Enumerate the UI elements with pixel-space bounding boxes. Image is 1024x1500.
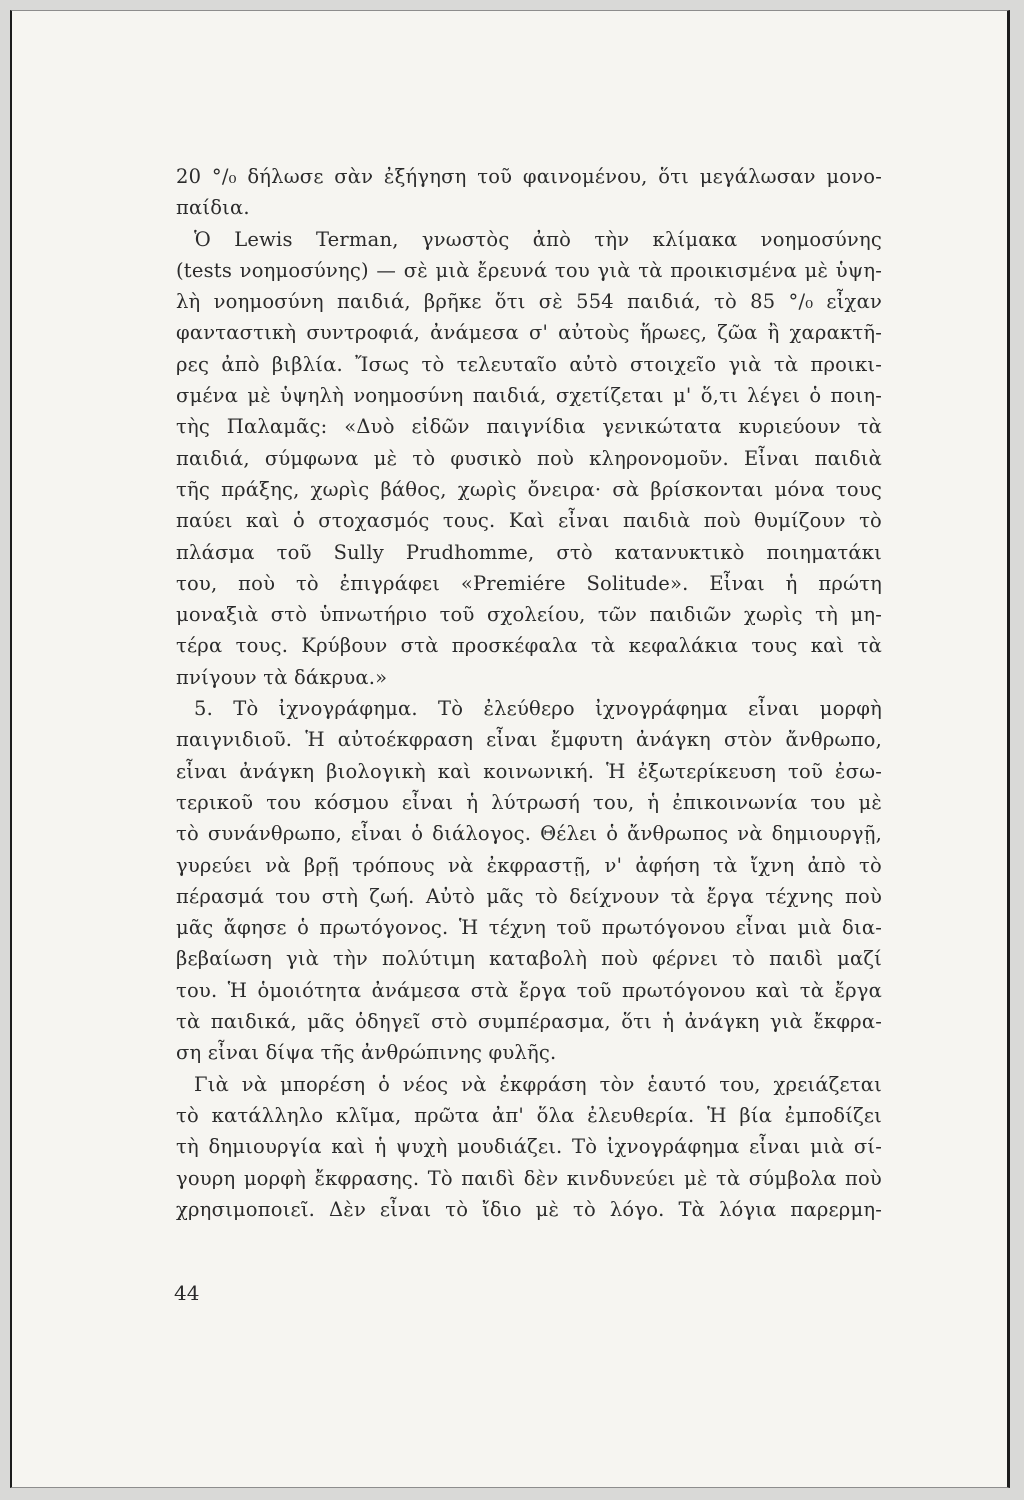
text-line: παιγνιδιοῦ. Ἡ αὐτοέκφραση εἶναι ἔμφυτη ἀνάγκη στὸν ἄνθρωπο, <box>176 728 882 752</box>
text-line: βεβαίωση γιὰ τὴν πολύτιμη καταβολὴ ποὺ φέρνει τὸ παιδὶ μαζί <box>176 947 882 971</box>
text-line: ση εἶναι δίψα τῆς ἀνθρώπινης φυλῆς. <box>176 1041 557 1065</box>
text-line: τῆς πράξης, χωρὶς βάθος, χωρὶς ὄνειρα· σὰ βρίσκονται μόνα τους <box>176 477 882 501</box>
text-line: του, ποὺ τὸ ἐπιγράφει «Premiére Solitude». Εἶναι ἡ πρώτη <box>176 571 882 595</box>
text-line: γυρεύει νὰ βρῇ τρόπους νὰ ἐκφραστῇ, ν' ἀφήση τὰ ἴχνη ἀπὸ τὸ <box>176 853 882 877</box>
text-line: πλάσμα τοῦ Sully Prudhomme, στὸ κατανυκτικὸ ποιηματάκι <box>176 540 882 564</box>
text-line: φανταστικὴ συντροφιά, ἀνάμεσα σ' αὐτοὺς ἥρωες, ζῶα ἢ χαρακτῆ- <box>176 321 882 345</box>
text-line: του. Ἡ ὁμοιότητα ἀνάμεσα στὰ ἔργα τοῦ πρωτόγονου καὶ τὰ ἔργα <box>176 978 882 1002</box>
text-line: τὸ συνάνθρωπο, εἶναι ὁ διάλογος. Θέλει ὁ ἄνθρωπος νὰ δημιουργῇ, <box>176 822 882 846</box>
body-text <box>176 161 882 1225</box>
book-page <box>10 10 1010 1488</box>
section-heading-line: 5. Τὸ ἰχνογράφημα. Τὸ ἐλεύθερο ἰχνογράφημα εἶναι μορφὴ <box>194 697 882 721</box>
text-line: παιδιά, σύμφωνα μὲ τὸ φυσικὸ ποὺ κληρονομοῦν. Εἶναι παιδιὰ <box>176 446 882 470</box>
text-line: μοναξιὰ στὸ ὑπνωτήριο τοῦ σχολείου, τῶν παιδιῶν χωρὶς τὴ μη- <box>176 603 882 627</box>
text-line: εἶναι ἀνάγκη βιολογικὴ καὶ κοινωνική. Ἡ ἐξωτερίκευση τοῦ ἐσω- <box>176 759 882 783</box>
text-line: 20 °/₀ δήλωσε σὰν ἐξήγηση τοῦ φαινομένου, ὅτι μεγάλωσαν μονο- <box>176 165 882 188</box>
text-line: ρες ἀπὸ βιβλία. Ἴσως τὸ τελευταῖο αὐτὸ στοιχεῖο γιὰ τὰ προικι- <box>176 352 882 376</box>
text-line: Ὁ Lewis Terman, γνωστὸς ἀπὸ τὴν κλίμακα νοημοσύνης <box>194 227 882 251</box>
text-line: τὸ κατάλληλο κλῖμα, πρῶτα ἀπ' ὅλα ἐλευθερία. Ἡ βία ἐμποδίζει <box>176 1103 882 1127</box>
text-line: παίδια. <box>176 196 250 220</box>
text-line: παύει καὶ ὁ στοχασμός τους. Καὶ εἶναι παιδιὰ ποὺ θυμίζουν τὸ <box>176 509 882 533</box>
text-line: τὴς Παλαμᾶς: «Δυὸ εἰδῶν παιγνίδια γενικώτατα κυριεύουν τὰ <box>176 415 882 439</box>
text-line: χρησιμοποιεῖ. Δὲν εἶναι τὸ ἴδιο μὲ τὸ λόγο. Τὰ λόγια παρερμη- <box>176 1197 882 1221</box>
text-line: πνίγουν τὰ δάκρυα.» <box>176 665 388 689</box>
text-line: τὰ παιδικά, μᾶς ὁδηγεῖ στὸ συμπέρασμα, ὅτι ἡ ἀνάγκη γιὰ ἔκφρα- <box>176 1010 882 1034</box>
text-line: (tests νοημοσύνης) — σὲ μιὰ ἔρευνά του γιὰ τὰ προικισμένα μὲ ὑψη- <box>176 258 882 282</box>
text-line: τερικοῦ του κόσμου εἶναι ἡ λύτρωσή του, ἡ ἐπικοινωνία του μὲ <box>176 790 882 814</box>
text-line: τέρα τους. Κρύβουν στὰ προσκέφαλα τὰ κεφαλάκια τους καὶ τὰ <box>176 634 882 658</box>
text-line: σμένα μὲ ὑψηλὴ νοημοσύνη παιδιά, σχετίζεται μ' ὅ,τι λέγει ὁ ποιη- <box>176 384 882 408</box>
text-line: Γιὰ νὰ μπορέση ὁ νέος νὰ ἐκφράση τὸν ἑαυτό του, χρειάζεται <box>194 1072 882 1096</box>
text-line: γουρη μορφὴ ἔκφρασης. Τὸ παιδὶ δὲν κινδυνεύει μὲ τὰ σύμβολα ποὺ <box>176 1166 882 1190</box>
text-line: λὴ νοημοσύνη παιδιά, βρῆκε ὅτι σὲ 554 παιδιά, τὸ 85 °/₀ εἶχαν <box>176 290 882 314</box>
page-number: 44 <box>174 1281 200 1305</box>
text-line: τὴ δημιουργία καὶ ἡ ψυχὴ μουδιάζει. Τὸ ἰχνογράφημα εἶναι μιὰ σί- <box>176 1135 882 1159</box>
text-line: μᾶς ἄφησε ὁ πρωτόγονος. Ἡ τέχνη τοῦ πρωτόγονου εἶναι μιὰ δια- <box>176 916 882 940</box>
text-line: πέρασμά του στὴ ζωή. Αὐτὸ μᾶς τὸ δείχνουν τὰ ἔργα τέχνης ποὺ <box>176 884 882 908</box>
